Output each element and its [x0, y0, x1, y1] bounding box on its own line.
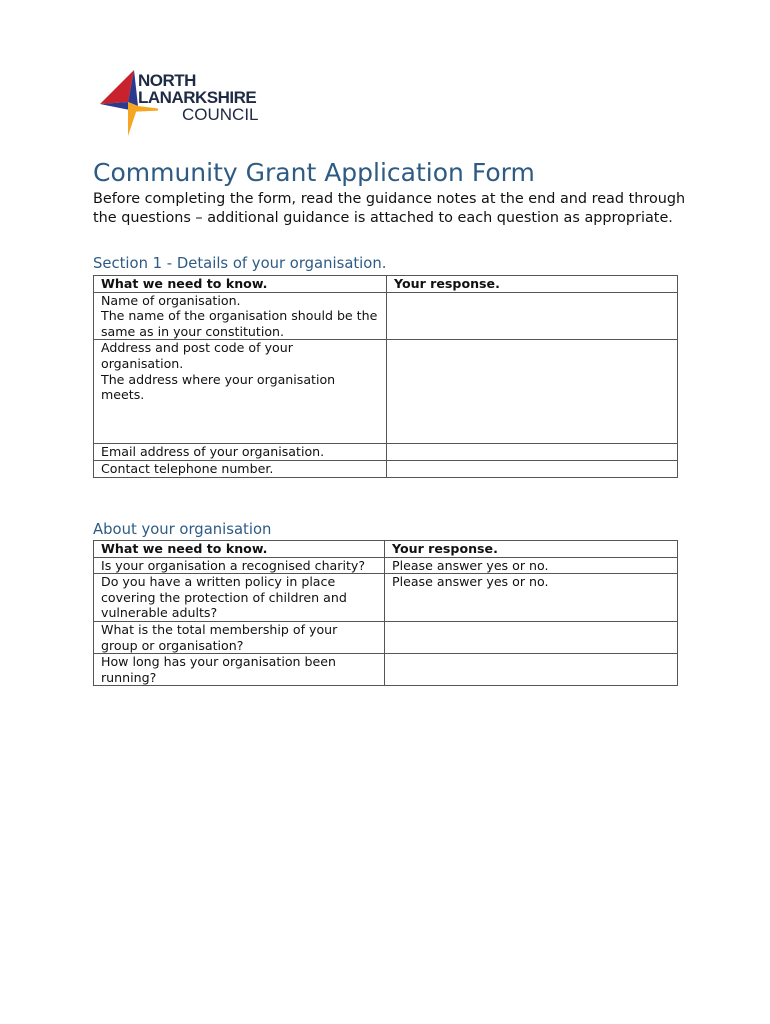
- table-row: [94, 621, 678, 653]
- response-cell-address[interactable]: [387, 340, 678, 444]
- question-text: Do you have a written policy in place covering the protection of children and vulnerable adults?: [94, 574, 385, 622]
- question-text: Email address of your organisation.: [94, 444, 387, 461]
- column-header-response: Your response.: [387, 276, 678, 293]
- table-header-row: [94, 276, 678, 293]
- response-cell-policy[interactable]: Please answer yes or no.: [385, 574, 678, 622]
- column-header-response: Your response.: [385, 541, 678, 558]
- column-header-question: What we need to know.: [94, 541, 385, 558]
- logo-line-1: NORTH: [138, 71, 196, 90]
- response-cell-email[interactable]: [387, 444, 678, 461]
- page-title: Community Grant Application Form: [93, 158, 535, 187]
- table-row: [94, 460, 678, 477]
- table-row: [94, 444, 678, 461]
- intro-text: Before completing the form, read the guidance notes at the end and read through the questions – additional guidance is attached to each question as appropriate.: [93, 191, 686, 226]
- table-row: [94, 292, 678, 340]
- response-cell-membership[interactable]: [385, 621, 678, 653]
- section-1-heading: Section 1 - Details of your organisation.: [93, 255, 387, 272]
- response-cell-organisation-name[interactable]: [387, 292, 678, 340]
- table-row: [94, 654, 678, 686]
- table-row: [94, 557, 678, 574]
- question-text: What is the total membership of your group or organisation?: [94, 621, 385, 653]
- section-2-heading: About your organisation: [93, 521, 272, 538]
- logo-line-3: COUNCIL: [182, 105, 259, 124]
- table-header-row: [94, 541, 678, 558]
- logo-line-2: LANARKSHIRE: [138, 88, 257, 107]
- table-row: [94, 340, 678, 444]
- response-cell-charity[interactable]: Please answer yes or no.: [385, 557, 678, 574]
- question-guidance: The address where your organisation meets.: [101, 371, 336, 403]
- question-text: Is your organisation a recognised charity?: [94, 557, 385, 574]
- question-text: Address and post code of your organisation.: [101, 340, 293, 371]
- column-header-question: What we need to know.: [94, 276, 387, 293]
- response-cell-telephone[interactable]: [387, 460, 678, 477]
- response-cell-running-time[interactable]: [385, 654, 678, 686]
- question-cell: [94, 340, 387, 444]
- question-guidance: The name of the organisation should be the same as in your constitution.: [101, 308, 378, 339]
- question-text: Contact telephone number.: [94, 460, 387, 477]
- question-text: How long has your organisation been running?: [94, 654, 385, 686]
- organisation-details-table: [93, 275, 678, 478]
- question-text: Name of organisation.: [101, 292, 241, 308]
- table-row: [94, 574, 678, 622]
- council-logo: [98, 70, 258, 140]
- question-cell: [94, 292, 387, 340]
- about-organisation-table: [93, 540, 678, 686]
